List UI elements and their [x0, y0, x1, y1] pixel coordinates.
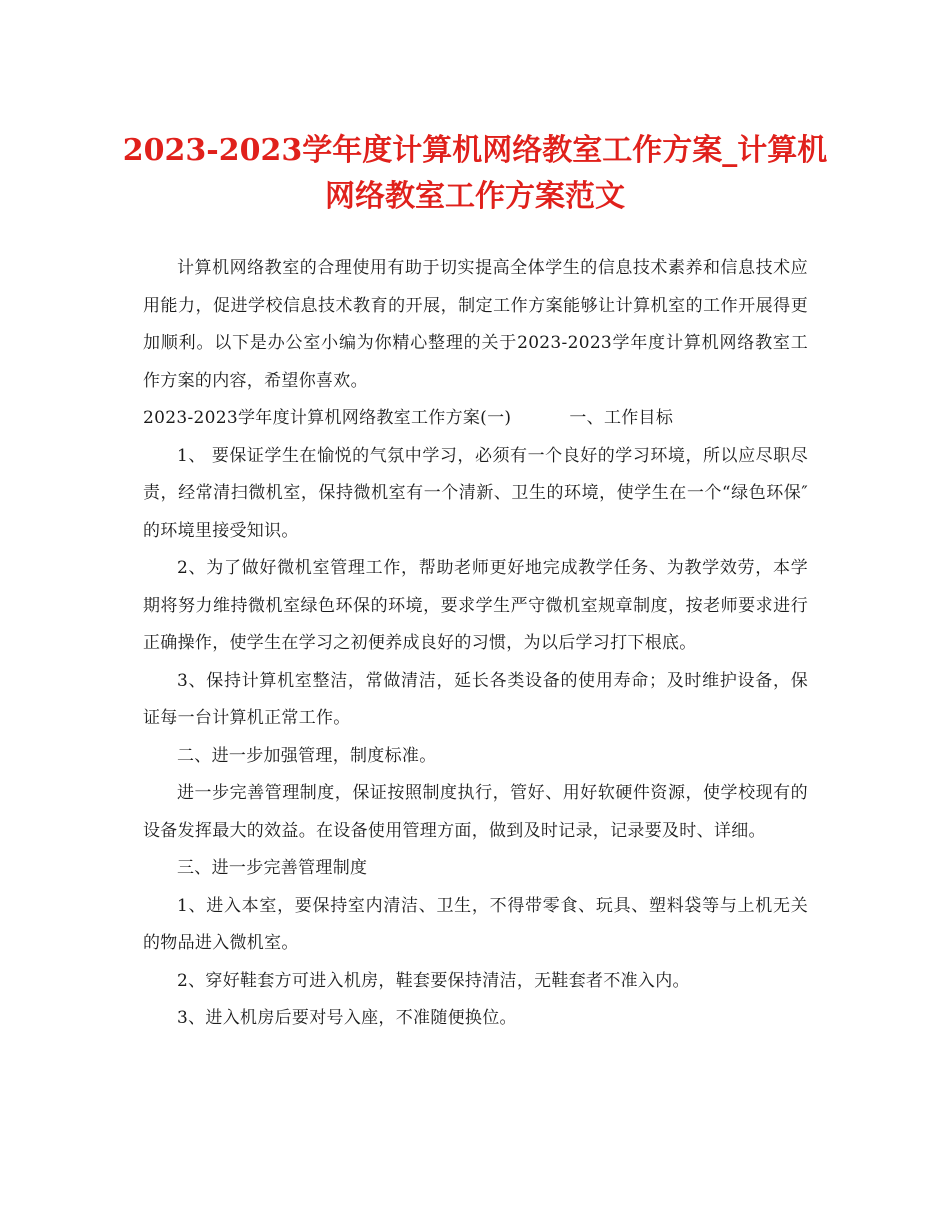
goal-paragraph-3: 3、保持计算机室整洁，常做清洁，延长各类设备的使用寿命；及时维护设备，保证每一台计算机正常工作。: [143, 670, 808, 728]
goal-paragraph-2: 2、为了做好微机室管理工作，帮助老师更好地完成教学任务、为教学效劳，本学期将努力维持微机室绿色环保的环境，要求学生严守微机室规章制度，按老师要求进行正确操作，使学生在学习之初便养成良好的习惯，为以后学习打下根底。: [143, 558, 808, 653]
section-heading-management: 二、进一步加强管理，制度标准。: [177, 745, 437, 766]
management-paragraph: 进一步完善管理制度，保证按照制度执行，管好、用好软硬件资源，使学校现有的设备发挥最大的效益。在设备使用管理方面，做到及时记录，记录要及时、详细。: [143, 783, 808, 841]
document-body: [143, 250, 808, 1038]
rule-paragraph-3: 3、进入机房后要对号入座，不准随便换位。: [177, 1008, 517, 1028]
goal-paragraph-1: 1、 要保证学生在愉悦的气氛中学习，必须有一个良好的学习环境，所以应尽职尽责，经常清扫微机室，保持微机室有一个清新、卫生的环境，使学生在一个“绿色环保″ 的环境里接受知识。: [143, 445, 808, 541]
section-heading-rules: 三、进一步完善管理制度: [177, 858, 368, 878]
intro-paragraph: 计算机网络教室的合理使用有助于切实提高全体学生的信息技术素养和信息技术应用能力，促进学校信息技术教育的开展，制定工作方案能够让计算机室的工作开展得更加顺利。以下是办公室小编为你精心整理的关于2023-2023学年度计算机网络教室工作方案的内容，希望你喜欢。: [143, 258, 808, 391]
document-title: 2023-2023学年度计算机网络教室工作方案_计算机网络教室工作方案范文: [122, 133, 828, 214]
rule-paragraph-1: 1、进入本室，要保持室内清洁、卫生，不得带零食、玩具、塑料袋等与上机无关的物品进入微机室。: [143, 895, 808, 953]
section-heading-goals: 一、工作目标: [569, 408, 674, 428]
rule-paragraph-2: 2、穿好鞋套方可进入机房，鞋套要保持清洁，无鞋套者不准入内。: [177, 970, 690, 991]
plan-heading: 2023-2023学年度计算机网络教室工作方案(一): [143, 408, 512, 428]
plan-heading-line: [143, 400, 808, 438]
